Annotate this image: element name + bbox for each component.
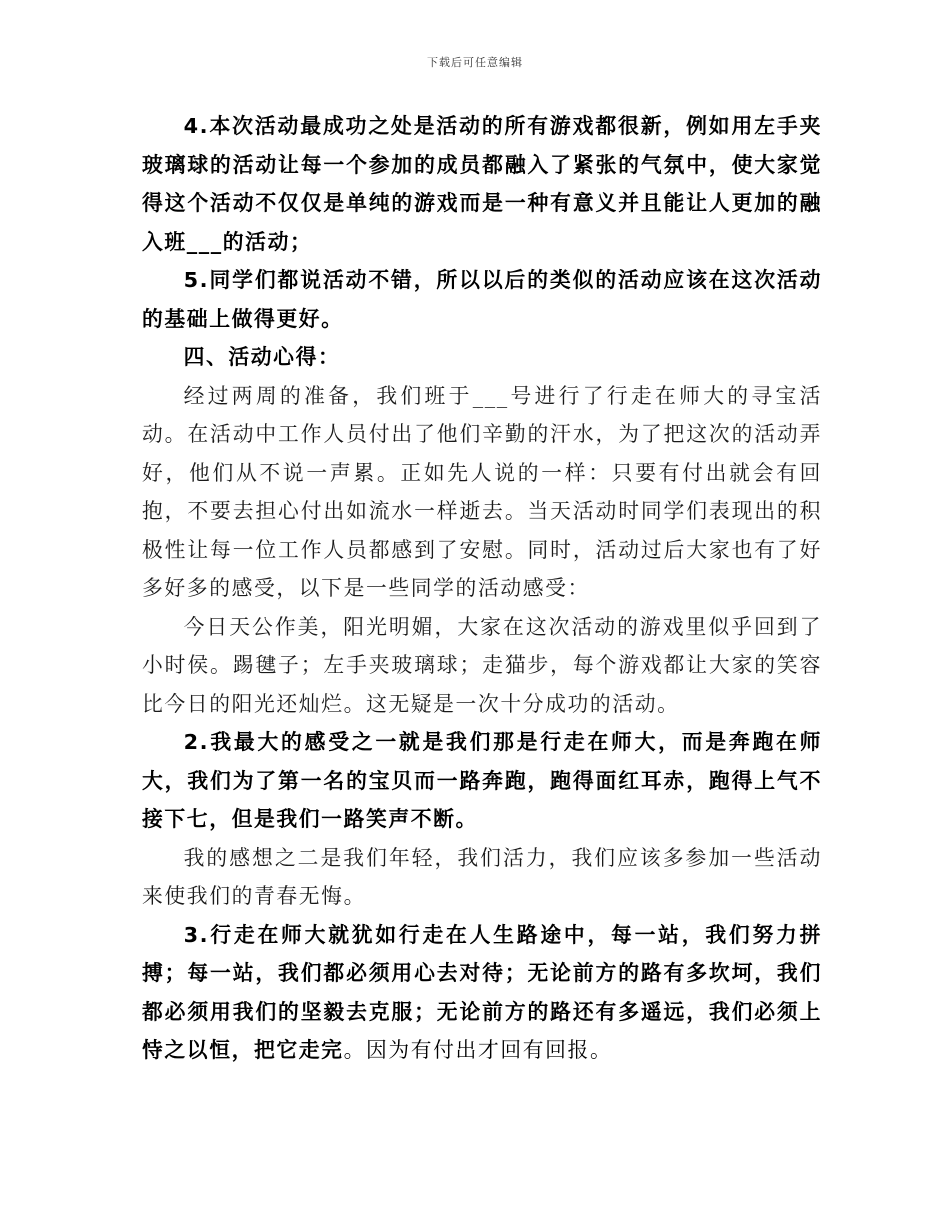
- paragraph-5-feedback: 5.同学们都说活动不错，所以以后的类似的活动应该在这次活动的基础上做得更好。: [142, 268, 822, 331]
- paragraph-preparation: 经过两周的准备，我们班于___号进行了行走在师大的寻宝活动。在活动中工作人员付出了他们辛勤的汗水，为了把这次的活动弄好，他们从不说一声累。正如先人说的一样：只要有付出就会有回抱，不要去担心付出如流水一样逝去。当天活动时同学们表现出的积极性让每一位工作人员都感到了安慰。同时，活动过后大家也有了好多好多的感受，以下是一些同学的活动感受：: [142, 383, 822, 600]
- paragraph-4-success: 4.本次活动最成功之处是活动的所有游戏都很新，例如用左手夹玻璃球的活动让每一个参加的成员都融入了紧张的气氛中，使大家觉得这个活动不仅仅是单纯的游戏而是一种有意义并且能让人更加的融入班___的活动；: [142, 114, 822, 254]
- paragraph-3-bold-part: 3.行走在师大就犹如行走在人生路途中，每一站，我们努力拼搏；每一站，我们都必须用心去对待；无论前方的路有多坎坷，我们都必须用我们的坚毅去克服；无论前方的路还有多遥远，我们必须上恃之以恒，把它走完: [142, 922, 822, 1062]
- section-heading-activity-reflections: 四、活动心得：: [183, 345, 341, 369]
- paragraph-thought-two: 我的感想之二是我们年轻，我们活力，我们应该多参加一些活动来使我们的青春无悔。: [142, 845, 822, 908]
- page-header: 下载后可任意编辑: [427, 56, 523, 69]
- paragraph-2-feeling: 2.我最大的感受之一就是我们那是行走在师大，而是奔跑在师大，我们为了第一名的宝贝而一路奔跑，跑得面红耳赤，跑得上气不接下七，但是我们一路笑声不断。: [142, 730, 822, 831]
- paragraph-3-journey: [142, 916, 822, 1070]
- document-body: [142, 107, 822, 1070]
- paragraph-weather: 今日天公作美，阳光明媚，大家在这次活动的游戏里似乎回到了小时侯。踢毽子；左手夹玻璃球；走猫步，每个游戏都让大家的笑容比今日的阳光还灿烂。这无疑是一次十分成功的活动。: [142, 614, 822, 716]
- paragraph-3-regular-part: 。因为有付出才回有回报。: [343, 1038, 613, 1062]
